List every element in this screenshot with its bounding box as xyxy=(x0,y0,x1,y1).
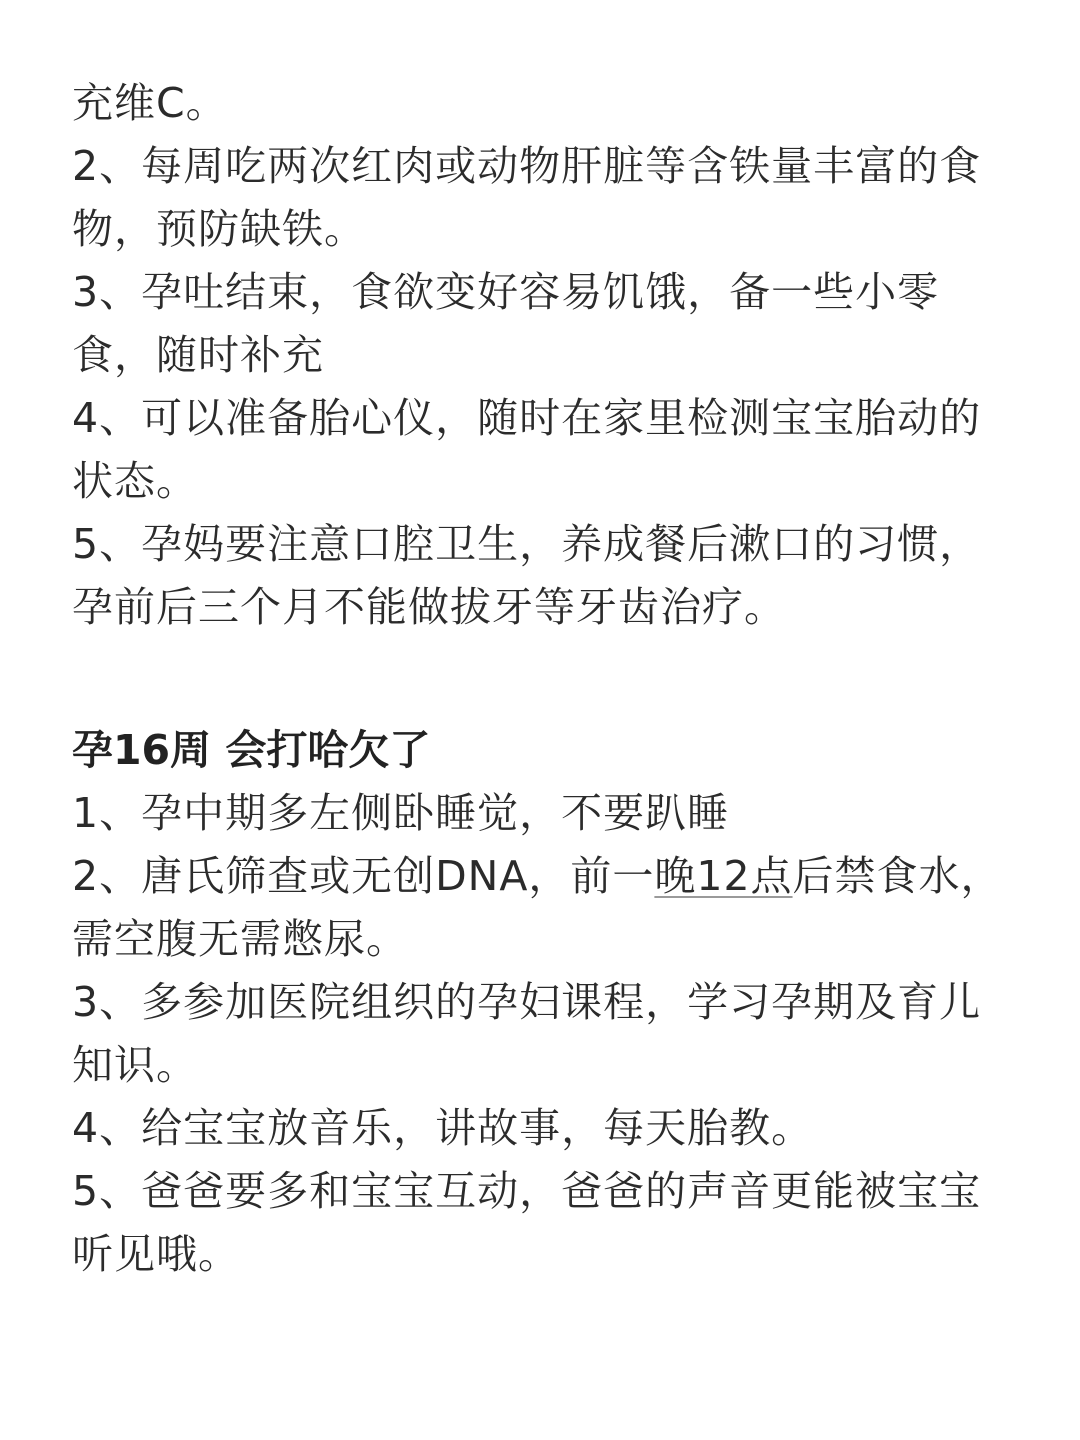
section2-item-2 xyxy=(72,845,1012,971)
keyword-link[interactable]: 晚12点 xyxy=(654,852,793,900)
section-gap xyxy=(72,639,1012,719)
section1-item-5: 5、孕妈要注意口腔卫生，养成餐后漱口的习惯，孕前后三个月不能做拔牙等牙齿治疗。 xyxy=(72,520,982,631)
section2-item-2-after: 后禁食水，需空腹无需憋尿。 xyxy=(72,852,1003,963)
section2-item-3: 3、多参加医院组织的孕妇课程，学习孕期及育儿知识。 xyxy=(72,978,982,1089)
section2-item-2-before: 2、唐氏筛查或无创DNA，前一 xyxy=(72,852,655,900)
article-body xyxy=(72,72,1012,1286)
section1-item-4: 4、可以准备胎心仪，随时在家里检测宝宝胎动的状态。 xyxy=(72,394,982,505)
section2-item-1: 1、孕中期多左侧卧睡觉，不要趴睡 xyxy=(72,789,730,837)
section1-item-2: 2、每周吃两次红肉或动物肝脏等含铁量丰富的食物，预防缺铁。 xyxy=(72,142,982,253)
section2-heading: 孕16周 会打哈欠了 xyxy=(72,726,431,774)
section1-item-3: 3、孕吐结束，食欲变好容易饥饿，备一些小零食，随时补充 xyxy=(72,268,940,379)
section1-line-1: 充维C。 xyxy=(72,79,228,127)
section2-item-5: 5、爸爸要多和宝宝互动，爸爸的声音更能被宝宝听见哦。 xyxy=(72,1167,982,1278)
section2-item-4: 4、给宝宝放音乐，讲故事，每天胎教。 xyxy=(72,1104,814,1152)
